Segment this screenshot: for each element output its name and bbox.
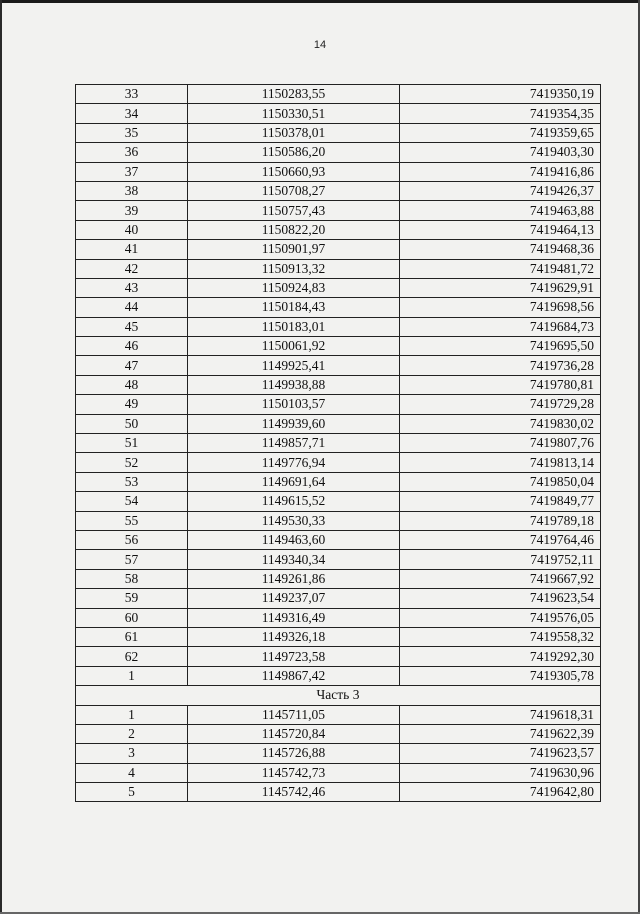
y-coordinate-cell: 7419558,32: [400, 627, 601, 646]
y-coordinate-cell: 7419463,88: [400, 201, 601, 220]
x-coordinate-cell: 1149326,18: [188, 627, 400, 646]
x-coordinate-cell: 1150822,20: [188, 220, 400, 239]
table-row: [76, 783, 601, 802]
y-coordinate-cell: 7419780,81: [400, 375, 601, 394]
y-coordinate-cell: 7419426,37: [400, 181, 601, 200]
y-coordinate-cell: 7419464,13: [400, 220, 601, 239]
point-number-cell: 39: [76, 201, 188, 220]
y-coordinate-cell: 7419292,30: [400, 647, 601, 666]
point-number-cell: 61: [76, 627, 188, 646]
point-number-cell: 1: [76, 705, 188, 724]
section-title: Часть 3: [76, 686, 601, 705]
y-coordinate-cell: 7419350,19: [400, 85, 601, 104]
point-number-cell: 4: [76, 763, 188, 782]
x-coordinate-cell: 1149867,42: [188, 666, 400, 685]
x-coordinate-cell: 1150660,93: [188, 162, 400, 181]
point-number-cell: 36: [76, 143, 188, 162]
coordinates-table-body: [76, 85, 601, 802]
table-row: [76, 375, 601, 394]
table-row: [76, 278, 601, 297]
y-coordinate-cell: 7419729,28: [400, 395, 601, 414]
table-row: [76, 453, 601, 472]
section-row: [76, 686, 601, 705]
table-row: [76, 744, 601, 763]
x-coordinate-cell: 1145742,73: [188, 763, 400, 782]
table-row: [76, 472, 601, 491]
table-row: [76, 511, 601, 530]
table-row: [76, 143, 601, 162]
point-number-cell: 47: [76, 356, 188, 375]
scan-edge-left: [0, 0, 2, 914]
x-coordinate-cell: 1149463,60: [188, 530, 400, 549]
coordinates-table: [75, 84, 601, 802]
y-coordinate-cell: 7419642,80: [400, 783, 601, 802]
y-coordinate-cell: 7419622,39: [400, 724, 601, 743]
x-coordinate-cell: 1149938,88: [188, 375, 400, 394]
y-coordinate-cell: 7419752,11: [400, 550, 601, 569]
y-coordinate-cell: 7419764,46: [400, 530, 601, 549]
point-number-cell: 56: [76, 530, 188, 549]
x-coordinate-cell: 1149261,86: [188, 569, 400, 588]
y-coordinate-cell: 7419698,56: [400, 298, 601, 317]
y-coordinate-cell: 7419468,36: [400, 240, 601, 259]
y-coordinate-cell: 7419481,72: [400, 259, 601, 278]
point-number-cell: 45: [76, 317, 188, 336]
point-number-cell: 41: [76, 240, 188, 259]
point-number-cell: 3: [76, 744, 188, 763]
table-row: [76, 298, 601, 317]
y-coordinate-cell: 7419576,05: [400, 608, 601, 627]
x-coordinate-cell: 1150378,01: [188, 123, 400, 142]
y-coordinate-cell: 7419813,14: [400, 453, 601, 472]
x-coordinate-cell: 1150708,27: [188, 181, 400, 200]
y-coordinate-cell: 7419416,86: [400, 162, 601, 181]
point-number-cell: 58: [76, 569, 188, 588]
table-row: [76, 201, 601, 220]
x-coordinate-cell: 1149723,58: [188, 647, 400, 666]
page-number: 14: [313, 39, 327, 51]
table-row: [76, 705, 601, 724]
point-number-cell: 51: [76, 434, 188, 453]
point-number-cell: 59: [76, 589, 188, 608]
y-coordinate-cell: 7419623,54: [400, 589, 601, 608]
table-row: [76, 356, 601, 375]
table-row: [76, 337, 601, 356]
point-number-cell: 1: [76, 666, 188, 685]
point-number-cell: 54: [76, 492, 188, 511]
table-row: [76, 569, 601, 588]
y-coordinate-cell: 7419359,65: [400, 123, 601, 142]
table-row: [76, 763, 601, 782]
y-coordinate-cell: 7419630,96: [400, 763, 601, 782]
x-coordinate-cell: 1145711,05: [188, 705, 400, 724]
y-coordinate-cell: 7419305,78: [400, 666, 601, 685]
x-coordinate-cell: 1150184,43: [188, 298, 400, 317]
point-number-cell: 53: [76, 472, 188, 491]
table-row: [76, 317, 601, 336]
x-coordinate-cell: 1149925,41: [188, 356, 400, 375]
table-row: [76, 395, 601, 414]
x-coordinate-cell: 1150757,43: [188, 201, 400, 220]
y-coordinate-cell: 7419849,77: [400, 492, 601, 511]
x-coordinate-cell: 1150103,57: [188, 395, 400, 414]
y-coordinate-cell: 7419354,35: [400, 104, 601, 123]
table-row: [76, 104, 601, 123]
table-row: [76, 608, 601, 627]
x-coordinate-cell: 1149530,33: [188, 511, 400, 530]
point-number-cell: 44: [76, 298, 188, 317]
table-row: [76, 220, 601, 239]
x-coordinate-cell: 1150913,32: [188, 259, 400, 278]
y-coordinate-cell: 7419667,92: [400, 569, 601, 588]
table-row: [76, 123, 601, 142]
x-coordinate-cell: 1150183,01: [188, 317, 400, 336]
y-coordinate-cell: 7419850,04: [400, 472, 601, 491]
table-row: [76, 162, 601, 181]
x-coordinate-cell: 1145742,46: [188, 783, 400, 802]
point-number-cell: 46: [76, 337, 188, 356]
y-coordinate-cell: 7419830,02: [400, 414, 601, 433]
x-coordinate-cell: 1149615,52: [188, 492, 400, 511]
x-coordinate-cell: 1149939,60: [188, 414, 400, 433]
point-number-cell: 57: [76, 550, 188, 569]
table-row: [76, 85, 601, 104]
y-coordinate-cell: 7419695,50: [400, 337, 601, 356]
table-row: [76, 492, 601, 511]
y-coordinate-cell: 7419629,91: [400, 278, 601, 297]
x-coordinate-cell: 1145720,84: [188, 724, 400, 743]
point-number-cell: 38: [76, 181, 188, 200]
point-number-cell: 52: [76, 453, 188, 472]
point-number-cell: 62: [76, 647, 188, 666]
table-row: [76, 724, 601, 743]
point-number-cell: 2: [76, 724, 188, 743]
x-coordinate-cell: 1150283,55: [188, 85, 400, 104]
y-coordinate-cell: 7419736,28: [400, 356, 601, 375]
table-row: [76, 589, 601, 608]
table-row: [76, 550, 601, 569]
table-row: [76, 414, 601, 433]
scan-edge-top: [0, 0, 640, 3]
x-coordinate-cell: 1149316,49: [188, 608, 400, 627]
point-number-cell: 42: [76, 259, 188, 278]
x-coordinate-cell: 1150330,51: [188, 104, 400, 123]
x-coordinate-cell: 1149691,64: [188, 472, 400, 491]
point-number-cell: 40: [76, 220, 188, 239]
y-coordinate-cell: 7419807,76: [400, 434, 601, 453]
table-row: [76, 627, 601, 646]
x-coordinate-cell: 1149237,07: [188, 589, 400, 608]
point-number-cell: 50: [76, 414, 188, 433]
point-number-cell: 43: [76, 278, 188, 297]
point-number-cell: 49: [76, 395, 188, 414]
x-coordinate-cell: 1150061,92: [188, 337, 400, 356]
x-coordinate-cell: 1149857,71: [188, 434, 400, 453]
x-coordinate-cell: 1150901,97: [188, 240, 400, 259]
y-coordinate-cell: 7419618,31: [400, 705, 601, 724]
table-row: [76, 530, 601, 549]
point-number-cell: 55: [76, 511, 188, 530]
table-row: [76, 259, 601, 278]
point-number-cell: 48: [76, 375, 188, 394]
table-row: [76, 647, 601, 666]
x-coordinate-cell: 1149340,34: [188, 550, 400, 569]
x-coordinate-cell: 1149776,94: [188, 453, 400, 472]
table-row: [76, 240, 601, 259]
y-coordinate-cell: 7419623,57: [400, 744, 601, 763]
x-coordinate-cell: 1145726,88: [188, 744, 400, 763]
point-number-cell: 37: [76, 162, 188, 181]
x-coordinate-cell: 1150586,20: [188, 143, 400, 162]
point-number-cell: 5: [76, 783, 188, 802]
table-row: [76, 434, 601, 453]
table-row: [76, 666, 601, 685]
table-row: [76, 181, 601, 200]
y-coordinate-cell: 7419789,18: [400, 511, 601, 530]
point-number-cell: 33: [76, 85, 188, 104]
y-coordinate-cell: 7419684,73: [400, 317, 601, 336]
y-coordinate-cell: 7419403,30: [400, 143, 601, 162]
point-number-cell: 35: [76, 123, 188, 142]
point-number-cell: 60: [76, 608, 188, 627]
x-coordinate-cell: 1150924,83: [188, 278, 400, 297]
point-number-cell: 34: [76, 104, 188, 123]
